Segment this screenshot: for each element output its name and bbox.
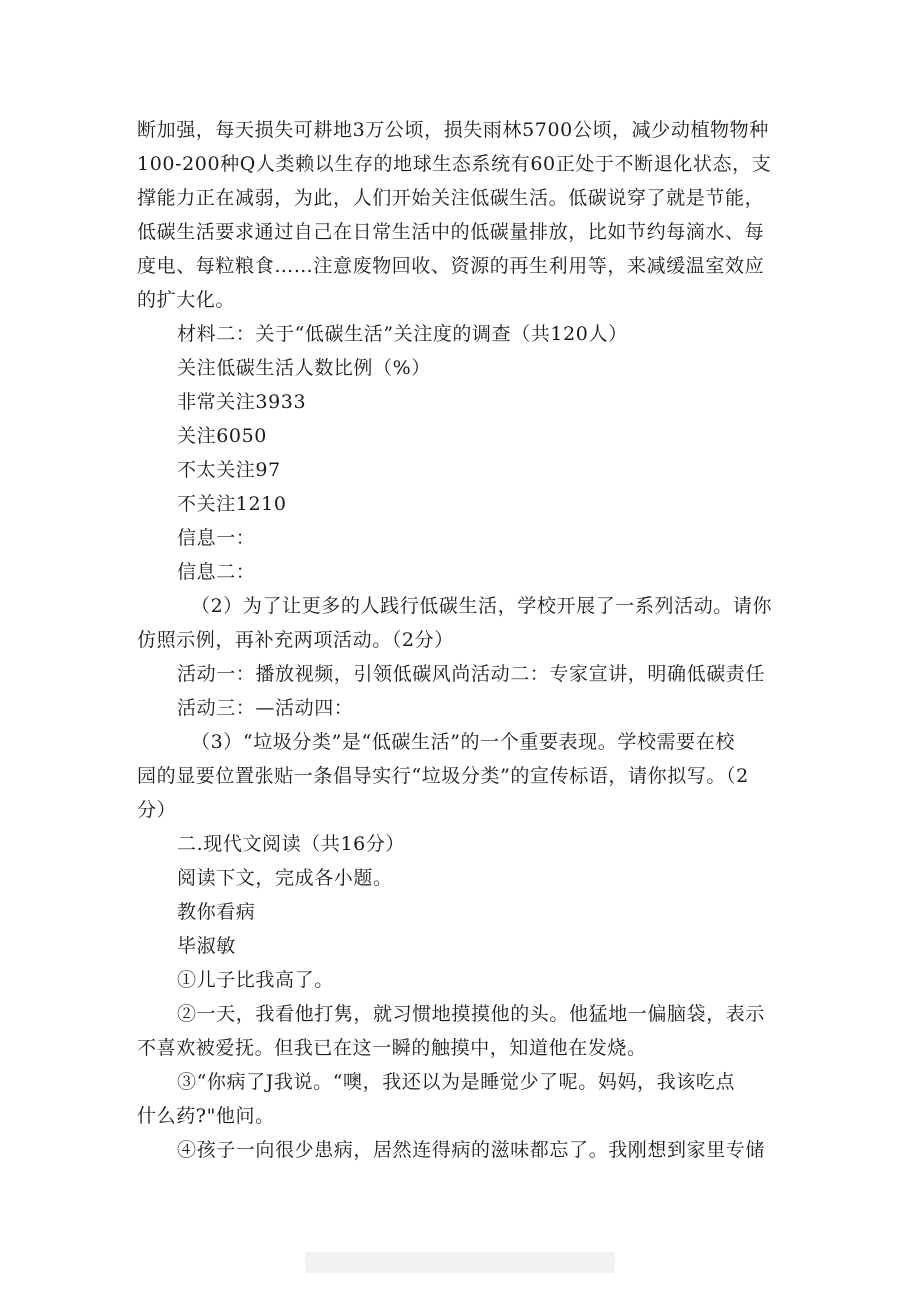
info-one-label: 信息一： (177, 527, 256, 549)
paragraph-3: ③“你病了J我说。“噢，我还以为是睡觉少了呢。妈妈，我该吃点 (177, 1071, 736, 1093)
text-line: 100-200种Q人类赖以生存的地球生态系统有60正处于不断退化状态，支 (137, 153, 772, 175)
instruction: 阅读下文，完成各小题。 (177, 867, 393, 889)
info-two-label: 信息二： (177, 561, 256, 583)
footer-bar (305, 1252, 615, 1273)
text-line: 度电、每粒粮食……注意废物回收、资源的再生利用等，来减缓温室效应 (137, 255, 765, 277)
section-heading: 二.现代文阅读（共16分） (177, 833, 406, 855)
survey-row: 关注6050 (177, 425, 267, 447)
text-line: 不喜欢被爱抚。但我已在这一瞬的触摸中，知道他在发烧。 (137, 1037, 647, 1059)
text-line: 的扩大化。 (137, 289, 236, 311)
activity-line: 活动一：播放视频，引领低碳风尚活动二：专家宣讲，明确低碳责任 (177, 663, 766, 685)
paragraph-2: ②一天，我看他打隽，就习惯地摸摸他的头。他猛地一偏脑袋，表示 (177, 1003, 766, 1025)
question-3: （3）“垃圾分类”是“低碳生活”的一个重要表现。学校需要在校 (191, 731, 735, 753)
material-two-heading: 材料二：关于“低碳生活”关注度的调查（共120人） (177, 323, 628, 345)
question-2: （2）为了让更多的人践行低碳生活，学校开展了一系列活动。请你 (191, 595, 773, 617)
text-line: 断加强，每天损失可耕地3万公顷，损失雨林5700公顷，减少动植物物种 (137, 119, 769, 141)
text-line: 仿照示例，再补充两项活动。（2分） (137, 629, 454, 651)
text-line: 什么药?"他问。 (137, 1105, 275, 1127)
survey-row: 不太关注97 (177, 459, 281, 481)
survey-table-title: 关注低碳生活人数比例（%） (177, 357, 431, 379)
survey-row: 非常关注3933 (177, 391, 307, 413)
text-line: 分） (137, 799, 177, 821)
text-line: 低碳生活要求通过自己在日常生活中的低碳量排放，比如节约每滴水、每 (137, 221, 765, 243)
survey-row: 不关注1210 (177, 493, 287, 515)
article-author: 毕淑敏 (177, 935, 236, 957)
text-line: 撑能力正在减弱，为此，人们开始关注低碳生活。低碳说穿了就是节能， (137, 187, 765, 209)
activity-line: 活动三：—活动四： (177, 697, 354, 719)
paragraph-1: ①儿子比我高了。 (177, 969, 334, 991)
paragraph-4: ④孩子一向很少患病，居然连得病的滋味都忘了。我刚想到家里专储 (177, 1139, 766, 1161)
document-body (137, 113, 787, 1167)
text-line: 园的显要位置张贴一条倡导实行“垃圾分类”的宣传标语，请你拟写。（2 (137, 765, 749, 787)
article-title: 教你看病 (177, 901, 256, 923)
